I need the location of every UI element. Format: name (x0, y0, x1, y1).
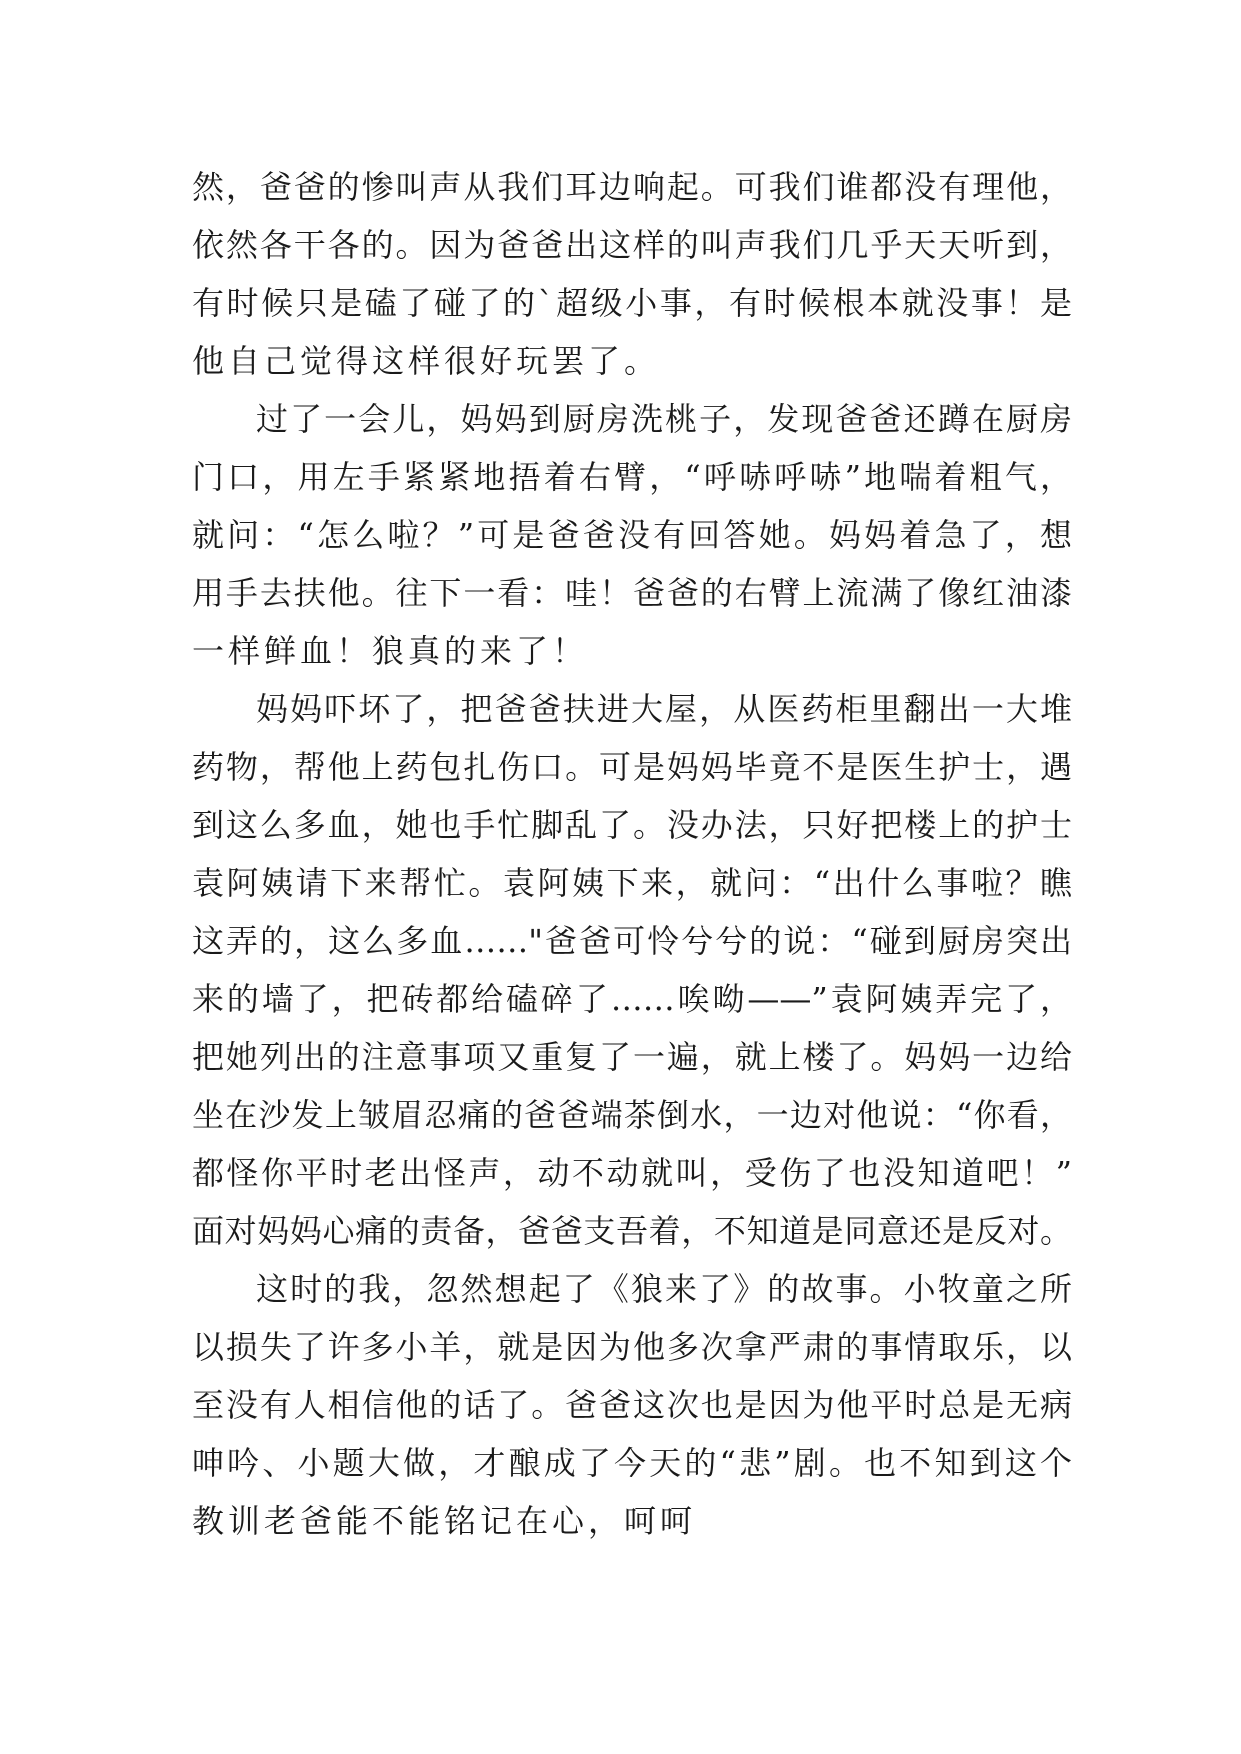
paragraph-3 (192, 680, 1072, 1260)
text-line: 然，爸爸的惨叫声从我们耳边响起。可我们谁都没有理他， (192, 168, 1072, 206)
paragraph-2 (192, 390, 1072, 680)
text-line: 过了一会儿，妈妈到厨房洗桃子，发现爸爸还蹲在厨房 (256, 400, 1072, 438)
text-line: 依然各干各的。因为爸爸出这样的叫声我们几乎天天听到， (192, 226, 1072, 264)
text-line: 袁阿姨请下来帮忙。袁阿姨下来，就问：“出什么事啦？瞧 (192, 864, 1072, 902)
text-line: 就问：“怎么啦？”可是爸爸没有回答她。妈妈着急了，想 (192, 516, 1072, 554)
text-line: 药物，帮他上药包扎伤口。可是妈妈毕竟不是医生护士，遇 (192, 748, 1072, 786)
text-line: 来的墙了，把砖都给磕碎了……唉呦——”袁阿姨弄完了， (192, 980, 1072, 1018)
text-line: 到这么多血，她也手忙脚乱了。没办法，只好把楼上的护士 (192, 806, 1072, 844)
text-line: 有时候只是磕了碰了的`超级小事，有时候根本就没事！是 (192, 284, 1072, 322)
text-line: 用手去扶他。往下一看：哇！爸爸的右臂上流满了像红油漆 (192, 574, 1072, 612)
text-line: 呻吟、小题大做，才酿成了今天的“悲”剧。也不知到这个 (192, 1444, 1072, 1482)
text-line: 面对妈妈心痛的责备，爸爸支吾着，不知道是同意还是反对。 (192, 1212, 1072, 1250)
text-line: 妈妈吓坏了，把爸爸扶进大屋，从医药柜里翻出一大堆 (256, 690, 1072, 728)
text-line: 这时的我，忽然想起了《狼来了》的故事。小牧童之所 (256, 1270, 1072, 1308)
text-line: 一样鲜血！狼真的来了！ (192, 632, 589, 670)
text-line: 至没有人相信他的话了。爸爸这次也是因为他平时总是无病 (192, 1386, 1072, 1424)
paragraph-4 (192, 1260, 1072, 1550)
text-line: 以损失了许多小羊，就是因为他多次拿严肃的事情取乐，以 (192, 1328, 1072, 1366)
text-line: 坐在沙发上皱眉忍痛的爸爸端茶倒水，一边对他说：“你看， (192, 1096, 1072, 1134)
text-line: 这弄的，这么多血……"爸爸可怜兮兮的说：“碰到厨房突出 (192, 922, 1072, 960)
paragraph-1 (192, 158, 1072, 390)
text-line: 把她列出的注意事项又重复了一遍，就上楼了。妈妈一边给 (192, 1038, 1072, 1076)
text-line: 他自己觉得这样很好玩罢了。 (192, 342, 661, 380)
text-line: 教训老爸能不能铭记在心，呵呵 (192, 1502, 697, 1540)
text-line: 门口，用左手紧紧地捂着右臂，“呼哧呼哧”地喘着粗气， (192, 458, 1072, 496)
document-body (192, 158, 1072, 1550)
text-line: 都怪你平时老出怪声，动不动就叫，受伤了也没知道吧！” (192, 1154, 1072, 1192)
